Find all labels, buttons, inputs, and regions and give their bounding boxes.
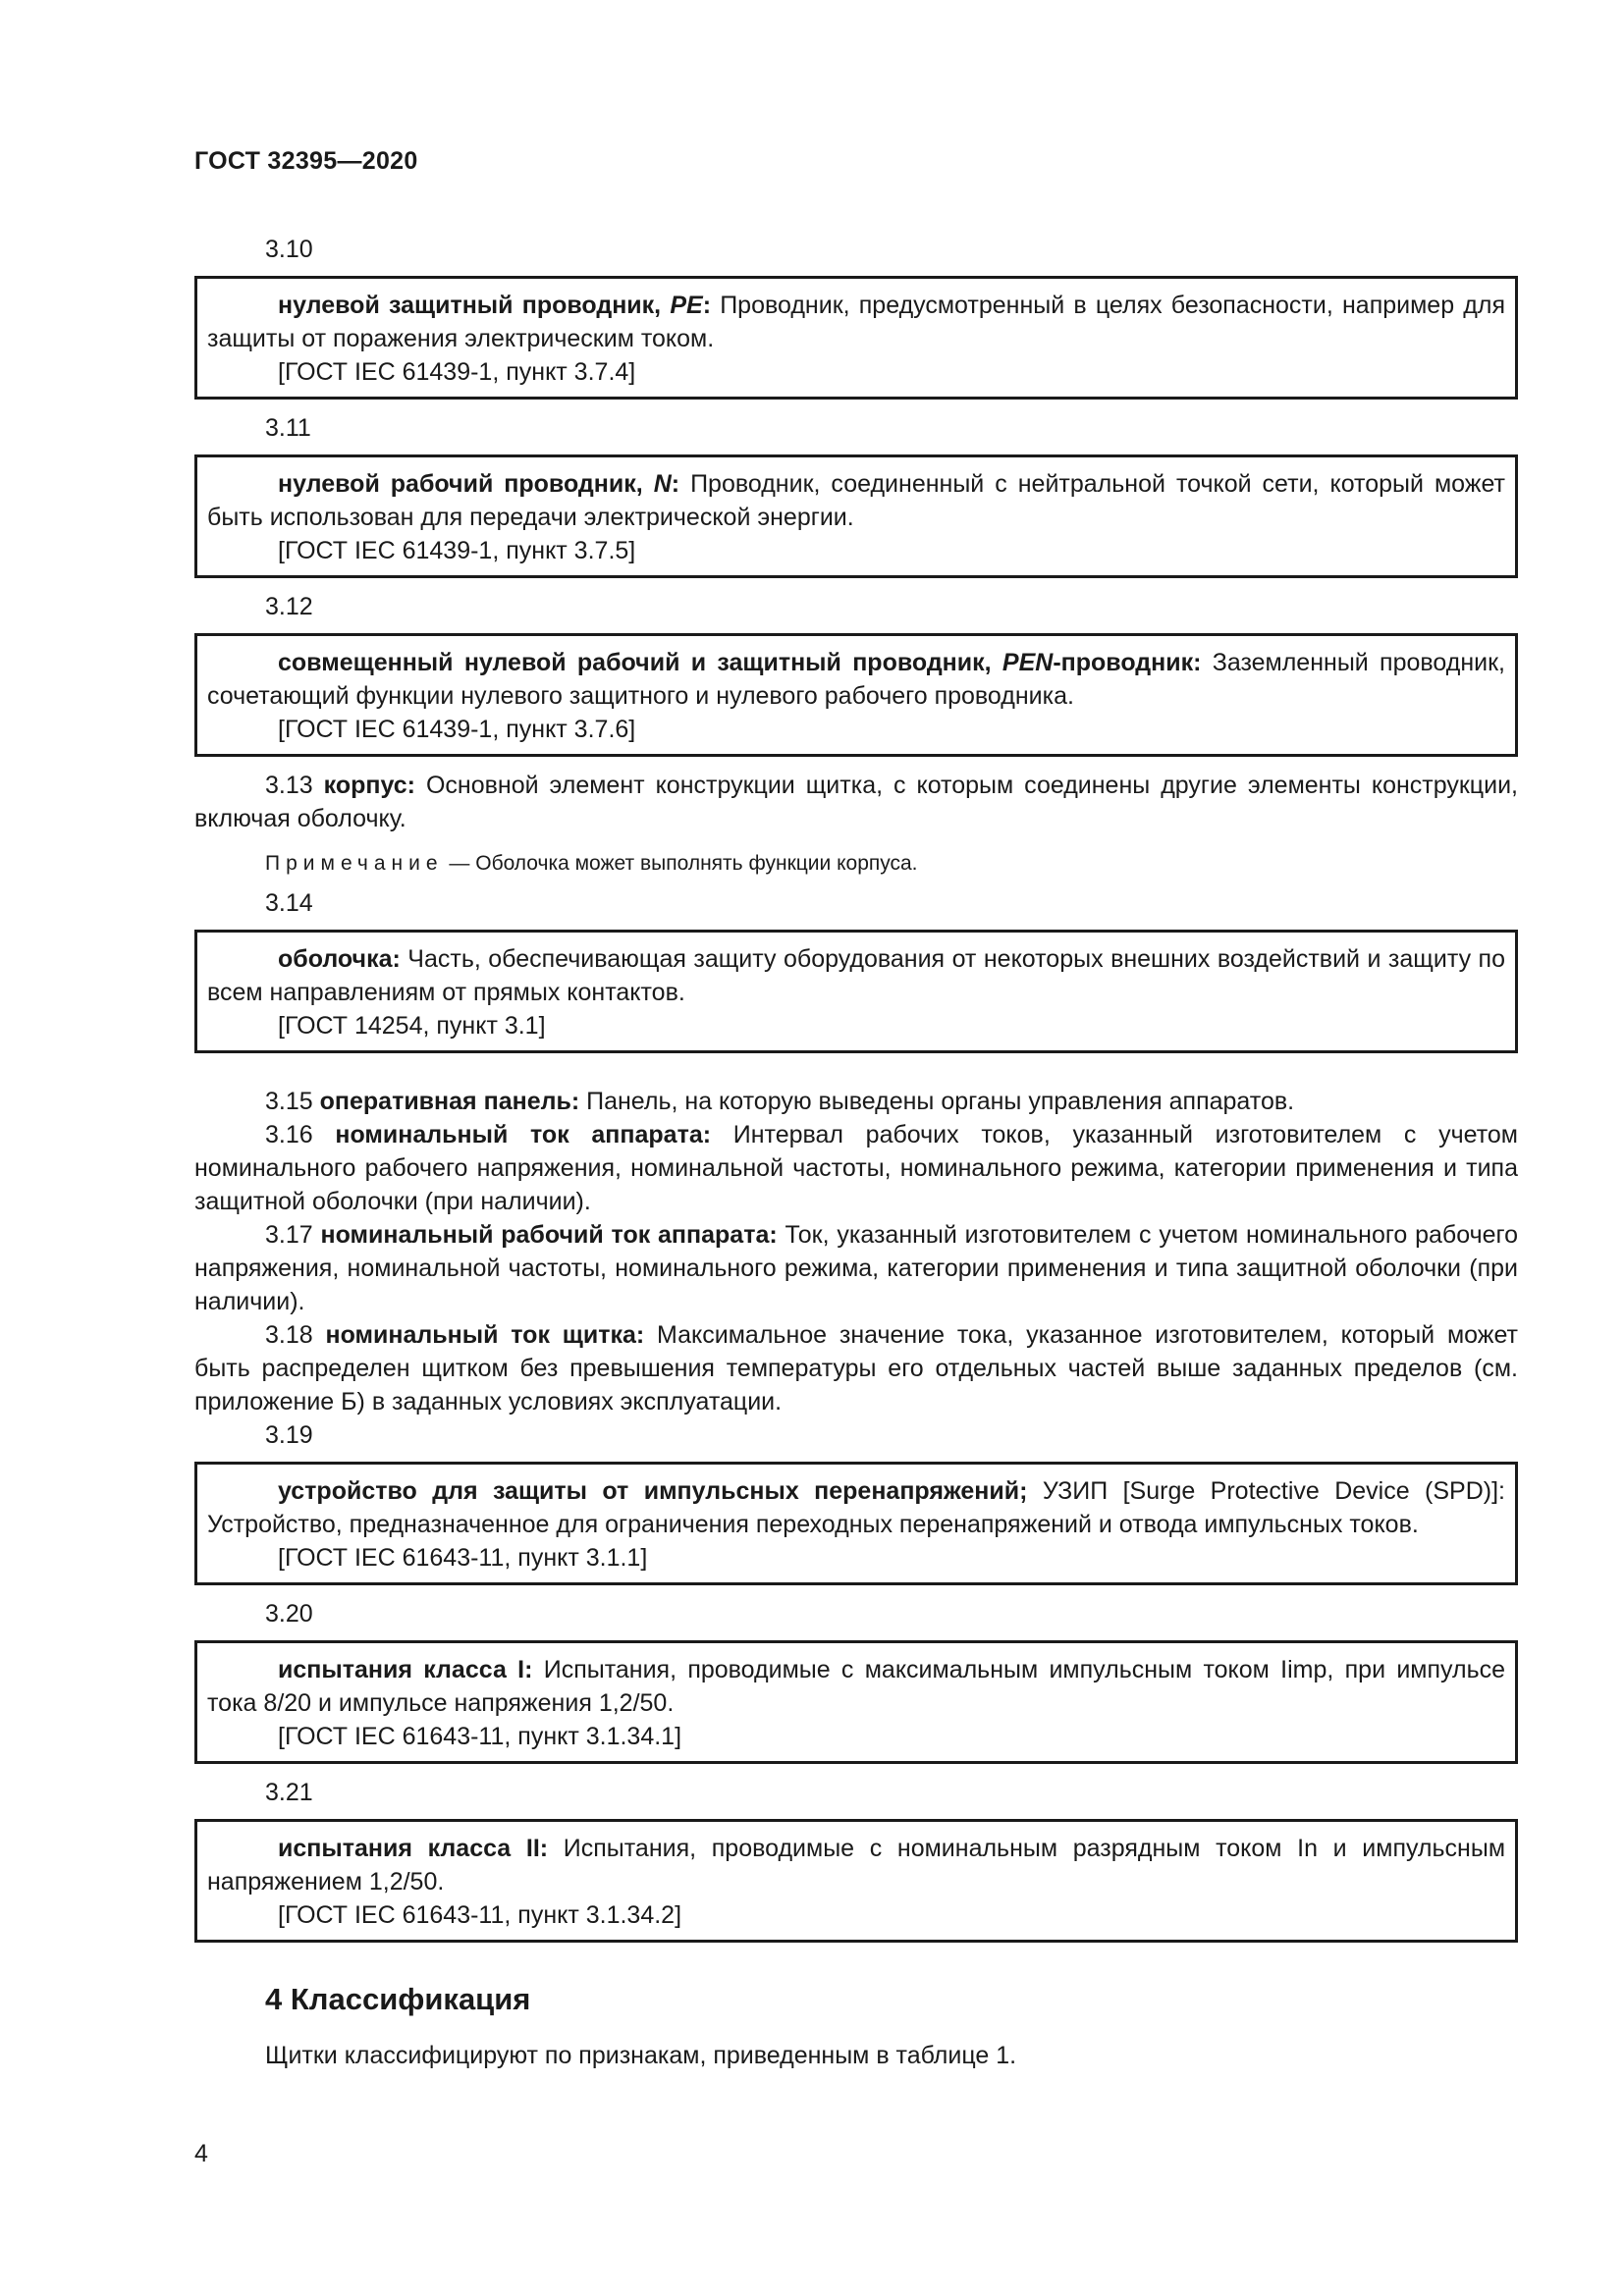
term-colon: :	[671, 470, 680, 498]
term-number: 3.16	[265, 1121, 313, 1148]
term-name: нулевой рабочий проводник,	[278, 470, 654, 498]
term-text: Испытания, проводимые с номинальным разрядным током In и импульсным напряжением 1,2/50.	[207, 1835, 1506, 1896]
term-number: 3.18	[265, 1321, 313, 1349]
term-definition-box	[194, 454, 1518, 578]
term-name: нулевой защитный проводник,	[278, 292, 671, 319]
term-number: 3.14	[265, 889, 313, 917]
term-definition	[207, 1832, 1505, 1898]
term-definition-box	[194, 930, 1518, 1053]
term-name: номинальный ток щитка:	[325, 1321, 645, 1349]
term-name-suffix: -проводник:	[1053, 649, 1202, 676]
term-source: [ГОСТ IEC 61643-11, пункт 3.1.34.2]	[278, 1901, 682, 1929]
note-label: Примечание	[265, 852, 444, 875]
term-text: Проводник, соединенный с нейтральной точкой сети, который может быть использован для передачи электрической энергии.	[207, 470, 1505, 531]
term-name: оболочка:	[278, 945, 401, 973]
term-source: [ГОСТ 14254, пункт 3.1]	[278, 1012, 546, 1040]
term-text: Интервал рабочих токов, указанный изготовителем с учетом номинального рабочего напряжения, номинальной частоты, номинального режима, категории применения и типа защитной оболочки (при наличии).	[194, 1121, 1518, 1215]
note-text: — Оболочка может выполнять функции корпуса.	[443, 852, 918, 875]
term-number: 3.10	[265, 236, 313, 263]
term-source: [ГОСТ IEC 61643-11, пункт 3.1.34.1]	[278, 1723, 682, 1750]
term-definition-box	[194, 1819, 1518, 1943]
term-colon: :	[702, 292, 712, 319]
term-number: 3.13	[265, 772, 313, 799]
term-paragraph	[194, 1318, 1518, 1418]
term-definition	[207, 289, 1505, 355]
term-source: [ГОСТ IEC 61643-11, пункт 3.1.1]	[278, 1544, 648, 1572]
term-number: 3.21	[265, 1779, 313, 1806]
term-definition	[207, 646, 1505, 713]
term-definition-box	[194, 276, 1518, 400]
term-number: 3.17	[265, 1221, 313, 1249]
term-text: Часть, обеспечивающая защиту оборудования от некоторых внешних воздействий и защиту по всем направлениям от прямых контактов.	[207, 945, 1505, 1006]
term-definition-box	[194, 633, 1518, 757]
section-paragraph: Щитки классифицируют по признакам, приведенным в таблице 1.	[265, 2042, 1017, 2069]
term-number: 3.11	[265, 414, 311, 442]
term-symbol: PE	[670, 292, 703, 319]
term-text: Максимальное значение тока, указанное изготовителем, который может быть распределен щитком без превышения температуры его отдельных частей выше заданных пределов (см. приложение Б) в заданных условиях эксплуатации.	[194, 1321, 1519, 1415]
term-definition-box	[194, 1462, 1518, 1585]
term-number: 3.12	[265, 593, 313, 620]
term-text: Ток, указанный изготовителем с учетом номинального рабочего напряжения, номинальной частоты, номинального режима, категории применения и типа защитной оболочки (при наличии).	[194, 1221, 1518, 1315]
document-header: ГОСТ 32395—2020	[194, 147, 418, 175]
term-text: Проводник, предусмотренный в целях безопасности, например для защиты от поражения электрическим током.	[207, 292, 1505, 352]
term-source: [ГОСТ IEC 61439-1, пункт 3.7.5]	[278, 537, 636, 564]
term-number: 3.20	[265, 1600, 313, 1628]
term-definition	[207, 1653, 1505, 1720]
term-paragraph	[194, 1085, 1518, 1118]
term-definition-box	[194, 1640, 1518, 1764]
term-name: номинальный рабочий ток аппарата:	[320, 1221, 778, 1249]
term-name: устройство для защиты от импульсных перенапряжений;	[278, 1477, 1028, 1505]
term-definition	[207, 942, 1505, 1009]
term-definition	[207, 1474, 1505, 1541]
term-text: УЗИП [Surge Protective Device (SPD)]: Устройство, предназначенное для ограничения переходных перенапряжений и отвода импульсных токов.	[207, 1477, 1505, 1538]
term-number: 3.15	[265, 1088, 313, 1115]
section-heading: 4 Классификация	[265, 1982, 531, 2016]
term-name: испытания класса I:	[278, 1656, 533, 1683]
page-number: 4	[194, 2140, 208, 2167]
term-number: 3.19	[265, 1421, 313, 1449]
term-name: номинальный ток аппарата:	[335, 1121, 712, 1148]
term-text: Панель, на которую выведены органы управления аппаратов.	[579, 1088, 1295, 1115]
term-definition	[207, 467, 1505, 534]
term-name: оперативная панель:	[319, 1088, 580, 1115]
document-page	[194, 147, 1518, 2072]
spacer	[194, 1065, 1518, 1085]
term-text: Основной элемент конструкции щитка, с которым соединены другие элементы конструкции, включая оболочку.	[194, 772, 1518, 832]
term-name: испытания класса II:	[278, 1835, 549, 1862]
term-paragraph	[194, 1118, 1518, 1218]
term-text: Заземленный проводник, сочетающий функции нулевого защитного и нулевого рабочего проводника.	[207, 649, 1505, 710]
term-source: [ГОСТ IEC 61439-1, пункт 3.7.6]	[278, 716, 636, 743]
term-name: совмещенный нулевой рабочий и защитный проводник,	[278, 649, 1002, 676]
term-symbol: PEN	[1001, 649, 1054, 676]
term-paragraph	[194, 769, 1518, 835]
term-paragraph	[194, 1218, 1518, 1318]
term-symbol: N	[653, 470, 672, 498]
term-source: [ГОСТ IEC 61439-1, пункт 3.7.4]	[278, 358, 636, 386]
term-text: Испытания, проводимые с максимальным импульсным током Iimp, при импульсе тока 8/20 и импульсе напряжения 1,2/50.	[207, 1656, 1505, 1717]
term-name: корпус:	[323, 772, 415, 799]
note	[194, 847, 1518, 881]
